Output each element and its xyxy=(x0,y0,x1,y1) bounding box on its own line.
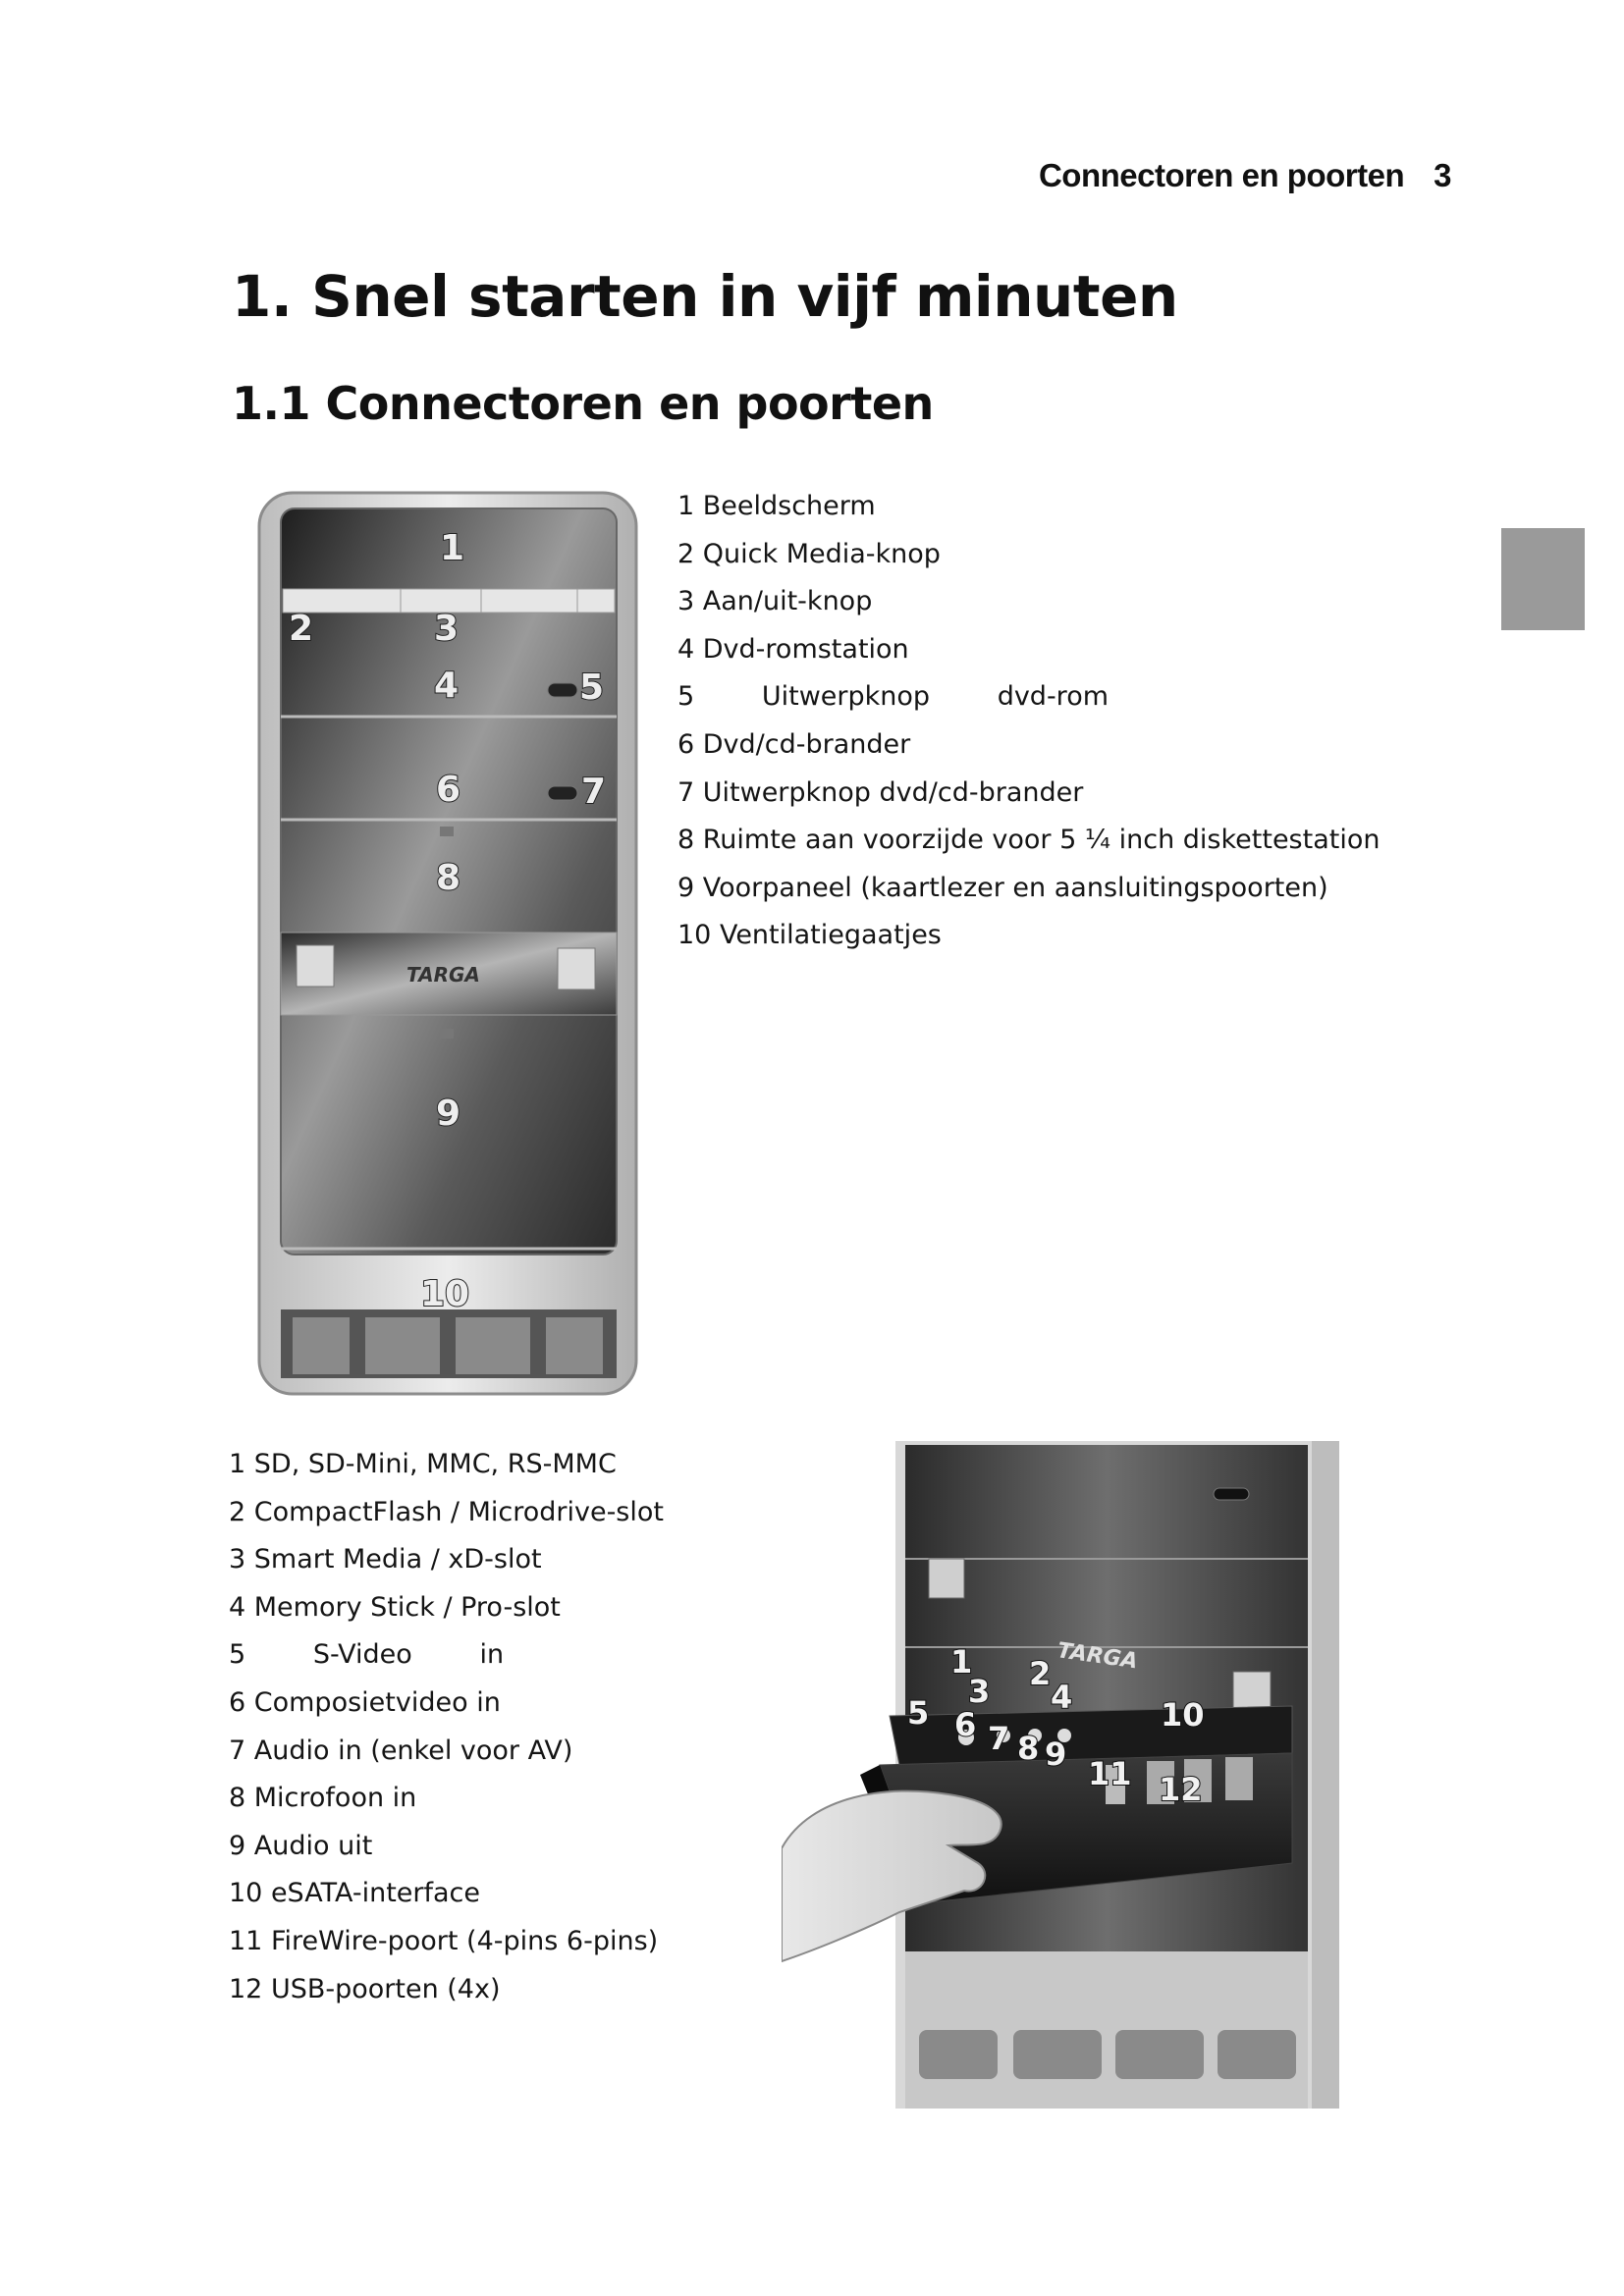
list-item: 4 Dvd-romstation xyxy=(677,633,909,665)
list-item: 6 Composietvideo in xyxy=(229,1686,501,1718)
panel-callout-1: 1 xyxy=(950,1643,973,1681)
thumb-tab-marker xyxy=(1501,528,1585,630)
panel-callout-5: 5 xyxy=(907,1694,930,1732)
pc-front-illustration xyxy=(257,491,640,1404)
list-item: 2 CompactFlash / Microdrive-slot xyxy=(229,1496,664,1527)
panel-callout-11: 11 xyxy=(1088,1755,1132,1792)
pc-callout-2: 2 xyxy=(289,609,314,649)
pc-callout-10: 10 xyxy=(420,1274,470,1314)
front-panel-svg xyxy=(782,1441,1341,2109)
pc-callout-7: 7 xyxy=(581,772,607,812)
panel-callout-8: 8 xyxy=(1017,1730,1040,1767)
pc-callout-6: 6 xyxy=(436,770,461,810)
list-item: 5 Uitwerpknop dvd-rom xyxy=(677,681,1110,713)
list-item: 3 Aan/uit-knop xyxy=(677,586,873,617)
page-number: 3 xyxy=(1434,157,1451,193)
panel-callout-7: 7 xyxy=(988,1720,1010,1757)
pc-callout-9: 9 xyxy=(436,1094,461,1134)
list-item: 1 SD, SD-Mini, MMC, RS-MMC xyxy=(229,1449,617,1479)
list-item: 7 Uitwerpknop dvd/cd-brander xyxy=(677,776,1084,808)
pc-callout-5: 5 xyxy=(579,667,605,708)
pc-front-svg xyxy=(257,491,640,1399)
list-item: 10 eSATA-interface xyxy=(229,1878,480,1909)
panel-callout-2: 2 xyxy=(1029,1655,1052,1692)
pc-callout-8: 8 xyxy=(436,858,461,898)
list-item: 6 Dvd/cd-brander xyxy=(677,728,911,760)
list-item: 10 Ventilatiegaatjes xyxy=(677,920,942,951)
panel-callout-12: 12 xyxy=(1159,1771,1203,1808)
pc-callout-1: 1 xyxy=(440,528,465,568)
list-item: 12 USB-poorten (4x) xyxy=(229,1973,501,2004)
pc-front-legend xyxy=(677,483,1380,960)
pc-callout-3: 3 xyxy=(434,609,460,649)
list-item: 3 Smart Media / xD-slot xyxy=(229,1544,542,1575)
pc-callout-4: 4 xyxy=(434,666,460,706)
running-header xyxy=(1039,157,1451,194)
list-item: 9 Voorpaneel (kaartlezer en aansluitingspoorten) xyxy=(677,872,1328,903)
front-panel-legend xyxy=(229,1441,664,2013)
list-item: 1 Beeldscherm xyxy=(677,491,876,521)
pc-brand-logo: TARGA xyxy=(406,963,480,987)
panel-callout-4: 4 xyxy=(1051,1679,1073,1716)
list-item: 9 Audio uit xyxy=(229,1830,373,1861)
running-header-title: Connectoren en poorten xyxy=(1038,157,1405,193)
list-item: 4 Memory Stick / Pro-slot xyxy=(229,1591,561,1623)
panel-callout-9: 9 xyxy=(1045,1735,1067,1773)
list-item: 2 Quick Media-knop xyxy=(677,538,941,569)
list-item: 5 S-Video in xyxy=(229,1639,505,1671)
list-item: 8 Ruimte aan voorzijde voor 5 ¼ inch diskettestation xyxy=(677,825,1380,856)
panel-callout-3: 3 xyxy=(968,1673,991,1710)
list-item: 11 FireWire-poort (4-pins 6-pins) xyxy=(229,1925,659,1956)
front-panel-photo xyxy=(782,1441,1341,2113)
chapter-title: 1. Snel starten in vijf minuten xyxy=(232,263,1178,330)
panel-callout-6: 6 xyxy=(954,1706,977,1743)
panel-callout-10: 10 xyxy=(1161,1696,1205,1734)
panel-brand-logo: TARGA xyxy=(1056,1638,1140,1675)
list-item: 7 Audio in (enkel voor AV) xyxy=(229,1735,573,1766)
list-item: 8 Microfoon in xyxy=(229,1783,417,1814)
section-title: 1.1 Connectoren en poorten xyxy=(232,377,934,430)
